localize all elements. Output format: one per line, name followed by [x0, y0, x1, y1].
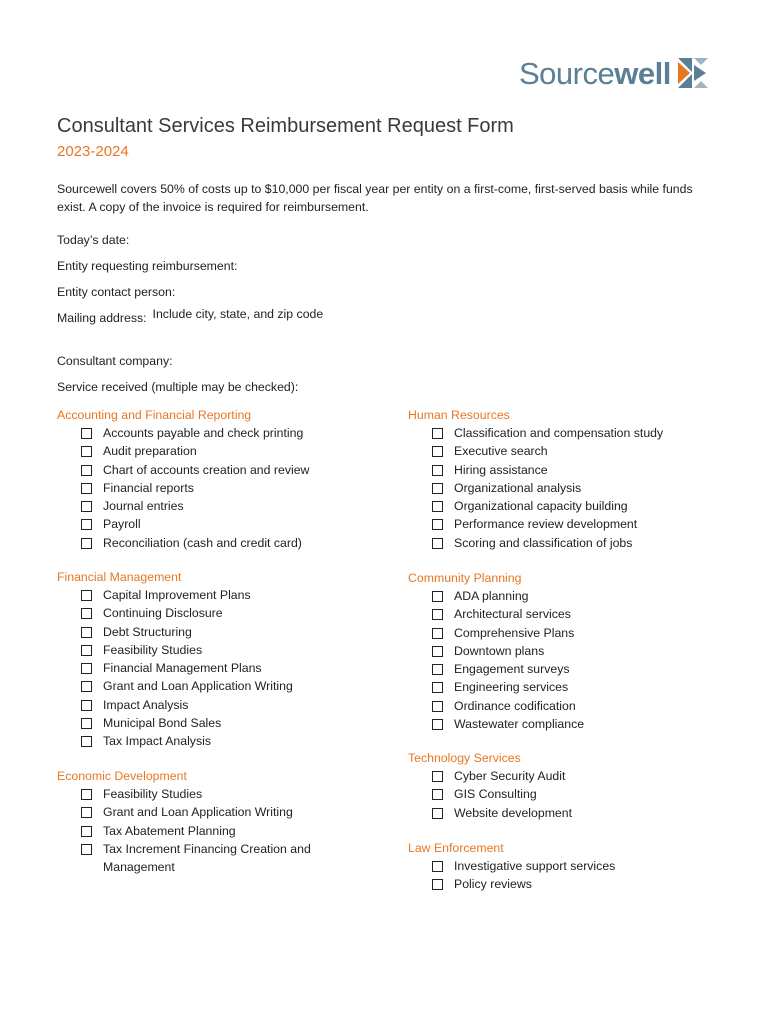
- checkbox-label: Cyber Security Audit: [454, 769, 566, 783]
- checkbox-label: Impact Analysis: [103, 697, 189, 712]
- checkbox-item[interactable]: [432, 424, 728, 442]
- checkbox-item[interactable]: [432, 785, 728, 803]
- checkbox-icon[interactable]: [432, 483, 443, 494]
- checkbox-icon[interactable]: [432, 682, 443, 693]
- checkbox-label: Financial reports: [103, 480, 194, 495]
- checkbox-icon[interactable]: [432, 789, 443, 800]
- checkbox-icon[interactable]: [81, 645, 92, 656]
- checkbox-icon[interactable]: [432, 519, 443, 530]
- section-heading: Law Enforcement: [408, 841, 504, 855]
- checkbox-icon[interactable]: [81, 681, 92, 692]
- checkbox-label: Audit preparation: [103, 444, 197, 459]
- checkbox-icon[interactable]: [81, 844, 92, 855]
- checkbox-label: Scoring and classification of jobs: [454, 535, 633, 550]
- section-heading: Technology Services: [408, 751, 521, 765]
- checkbox-item[interactable]: [432, 461, 728, 479]
- checkbox-item[interactable]: [81, 586, 377, 604]
- checkbox-item[interactable]: [432, 534, 728, 552]
- checkbox-label: Tax Abatement Planning: [103, 823, 236, 838]
- checkbox-label: Hiring assistance: [454, 462, 548, 477]
- checkbox-item[interactable]: [432, 697, 728, 715]
- checkbox-label: Executive search: [454, 444, 548, 459]
- section-heading: Financial Management: [57, 570, 182, 584]
- sourcewell-logo: [519, 56, 710, 90]
- checkbox-item[interactable]: [432, 678, 728, 696]
- checkbox-item[interactable]: [81, 461, 377, 479]
- section-economic-development: [57, 767, 377, 876]
- checkbox-item[interactable]: [81, 424, 377, 442]
- section-technology-services: [408, 749, 728, 822]
- checkbox-item[interactable]: [432, 605, 728, 623]
- checkbox-item[interactable]: [81, 515, 377, 533]
- checkbox-icon[interactable]: [81, 428, 92, 439]
- checkbox-item[interactable]: [81, 479, 377, 497]
- checkbox-icon[interactable]: [81, 736, 92, 747]
- checkbox-item[interactable]: [432, 497, 728, 515]
- contact-field[interactable]: [57, 285, 175, 299]
- section-community-planning: [408, 569, 728, 733]
- checkbox-label: Organizational analysis: [454, 480, 582, 495]
- checkbox-item[interactable]: [81, 677, 377, 695]
- checkbox-icon[interactable]: [81, 627, 92, 638]
- checkbox-label: Reconciliation (cash and credit card): [103, 535, 302, 550]
- checkbox-item[interactable]: [432, 624, 728, 642]
- checkbox-icon[interactable]: [81, 465, 92, 476]
- checkbox-icon[interactable]: [81, 590, 92, 601]
- checkbox-item[interactable]: [81, 623, 377, 641]
- intro-paragraph: Sourcewell covers 50% of costs up to $10,000 per fiscal year per entity on a first-come, first-served basis while funds exist. A copy of the invoice is required for reimbursement.: [57, 182, 693, 214]
- checkbox-icon[interactable]: [81, 718, 92, 729]
- checkbox-label: Municipal Bond Sales: [103, 716, 222, 731]
- consultant-company-label: Consultant company:: [57, 354, 173, 368]
- checkbox-icon[interactable]: [432, 465, 443, 476]
- page-title: Consultant Services Reimbursement Request Form: [57, 115, 514, 137]
- checkbox-item[interactable]: [81, 785, 377, 803]
- section-accounting-and-financial-reporting: [57, 406, 377, 552]
- checkbox-icon[interactable]: [432, 771, 443, 782]
- checkbox-icon[interactable]: [432, 628, 443, 639]
- entity-field[interactable]: [57, 259, 237, 273]
- mailing-address-hint: Include city, state, and zip code: [152, 307, 324, 321]
- mailing-address-label: Mailing address:: [57, 311, 147, 325]
- checkbox-icon[interactable]: [81, 789, 92, 800]
- sourcewell-arrow-mark-icon: [676, 56, 710, 90]
- checkbox-icon[interactable]: [432, 538, 443, 549]
- checkbox-item[interactable]: [81, 604, 377, 622]
- checkbox-label: Engineering services: [454, 680, 569, 695]
- checkbox-item[interactable]: [432, 479, 728, 497]
- checkbox-label: Accounts payable and check printing: [103, 426, 304, 440]
- section-financial-management: [57, 568, 377, 751]
- consultant-company-field[interactable]: [57, 354, 173, 368]
- checkbox-icon[interactable]: [432, 591, 443, 602]
- mailing-address-field[interactable]: [57, 307, 324, 325]
- checkbox-icon[interactable]: [432, 808, 443, 819]
- checkbox-icon[interactable]: [432, 664, 443, 675]
- checkbox-icon[interactable]: [432, 719, 443, 730]
- checkbox-label: Investigative support services: [454, 859, 616, 873]
- checkbox-label: Engagement surveys: [454, 662, 570, 677]
- section-heading: Accounting and Financial Reporting: [57, 408, 252, 422]
- checkbox-label: Journal entries: [103, 499, 184, 514]
- checkbox-icon[interactable]: [432, 646, 443, 657]
- checkbox-label: Chart of accounts creation and review: [103, 462, 310, 477]
- checkbox-label: Policy reviews: [454, 877, 532, 892]
- checkbox-item[interactable]: [81, 714, 377, 732]
- checkbox-label: Organizational capacity building: [454, 499, 628, 514]
- checkbox-icon[interactable]: [432, 701, 443, 712]
- section-heading: Human Resources: [408, 408, 510, 422]
- todays-date-field[interactable]: [57, 233, 129, 247]
- checkbox-label: Tax Increment Financing Creation and Management: [103, 841, 311, 875]
- checkbox-item[interactable]: [81, 641, 377, 659]
- checkbox-icon[interactable]: [432, 861, 443, 872]
- checkbox-item[interactable]: [81, 822, 377, 840]
- checkbox-icon[interactable]: [81, 483, 92, 494]
- checkbox-item[interactable]: [432, 857, 728, 875]
- checkbox-item[interactable]: [81, 497, 377, 515]
- checkbox-item[interactable]: [432, 515, 728, 533]
- checkbox-label: Comprehensive Plans: [454, 625, 575, 640]
- checkbox-label: Ordinance codification: [454, 698, 576, 713]
- checkbox-item[interactable]: [432, 642, 728, 660]
- checkbox-label: Payroll: [103, 517, 141, 532]
- checkbox-item[interactable]: [432, 660, 728, 678]
- checkbox-label: GIS Consulting: [454, 787, 537, 802]
- checkbox-label: Financial Management Plans: [103, 661, 262, 676]
- checkbox-label: Debt Structuring: [103, 624, 192, 639]
- checkbox-icon[interactable]: [81, 501, 92, 512]
- checkbox-item[interactable]: [432, 804, 728, 822]
- checkbox-item[interactable]: [432, 767, 728, 785]
- checkbox-item[interactable]: [81, 840, 377, 877]
- entity-label: Entity requesting reimbursement:: [57, 259, 238, 273]
- service-received-label: Service received (multiple may be checked):: [57, 380, 299, 394]
- checkbox-label: Feasibility Studies: [103, 787, 203, 801]
- contact-label: Entity contact person:: [57, 285, 176, 299]
- checkbox-label: Feasibility Studies: [103, 642, 203, 657]
- checkbox-label: Grant and Loan Application Writing: [103, 679, 293, 694]
- checkbox-icon[interactable]: [81, 663, 92, 674]
- checkbox-label: Architectural services: [454, 607, 571, 622]
- checkbox-item[interactable]: [81, 732, 377, 750]
- checkbox-item[interactable]: [81, 659, 377, 677]
- section-law-enforcement: [408, 839, 728, 894]
- section-heading: Economic Development: [57, 769, 187, 783]
- section-heading: Community Planning: [408, 571, 522, 585]
- todays-date-label: Today’s date:: [57, 233, 130, 247]
- form-year: 2023-2024: [57, 143, 129, 160]
- checkbox-item[interactable]: [432, 715, 728, 733]
- checkbox-icon[interactable]: [81, 519, 92, 530]
- checkbox-label: Performance review development: [454, 517, 638, 532]
- checkbox-item[interactable]: [432, 442, 728, 460]
- checkbox-label: Grant and Loan Application Writing: [103, 805, 293, 820]
- checkbox-icon[interactable]: [81, 700, 92, 711]
- checkbox-item[interactable]: [432, 875, 728, 893]
- checkbox-label: Downtown plans: [454, 643, 545, 658]
- checkbox-label: ADA planning: [454, 589, 529, 603]
- checkbox-item[interactable]: [432, 587, 728, 605]
- checkbox-icon[interactable]: [81, 608, 92, 619]
- section-human-resources: [408, 406, 728, 552]
- checkbox-icon[interactable]: [432, 501, 443, 512]
- checkbox-label: Website development: [454, 805, 573, 820]
- checkbox-item[interactable]: [81, 442, 377, 460]
- checkbox-icon[interactable]: [432, 879, 443, 890]
- checkbox-label: Tax Impact Analysis: [103, 734, 211, 749]
- checkbox-icon[interactable]: [432, 446, 443, 457]
- checkbox-icon[interactable]: [81, 826, 92, 837]
- checkbox-item[interactable]: [81, 696, 377, 714]
- checkbox-icon[interactable]: [81, 446, 92, 457]
- checkbox-icon[interactable]: [432, 609, 443, 620]
- checkbox-label: Continuing Disclosure: [103, 606, 223, 621]
- checkbox-label: Wastewater compliance: [454, 717, 585, 732]
- checkbox-item[interactable]: [81, 803, 377, 821]
- checkbox-icon[interactable]: [432, 428, 443, 439]
- checkbox-item[interactable]: [81, 534, 377, 552]
- checkbox-icon[interactable]: [81, 807, 92, 818]
- checkbox-label: Capital Improvement Plans: [103, 588, 251, 602]
- checkbox-label: Classification and compensation study: [454, 426, 664, 440]
- checkbox-icon[interactable]: [81, 538, 92, 549]
- logo-wordmark: Sourcewell: [519, 55, 671, 91]
